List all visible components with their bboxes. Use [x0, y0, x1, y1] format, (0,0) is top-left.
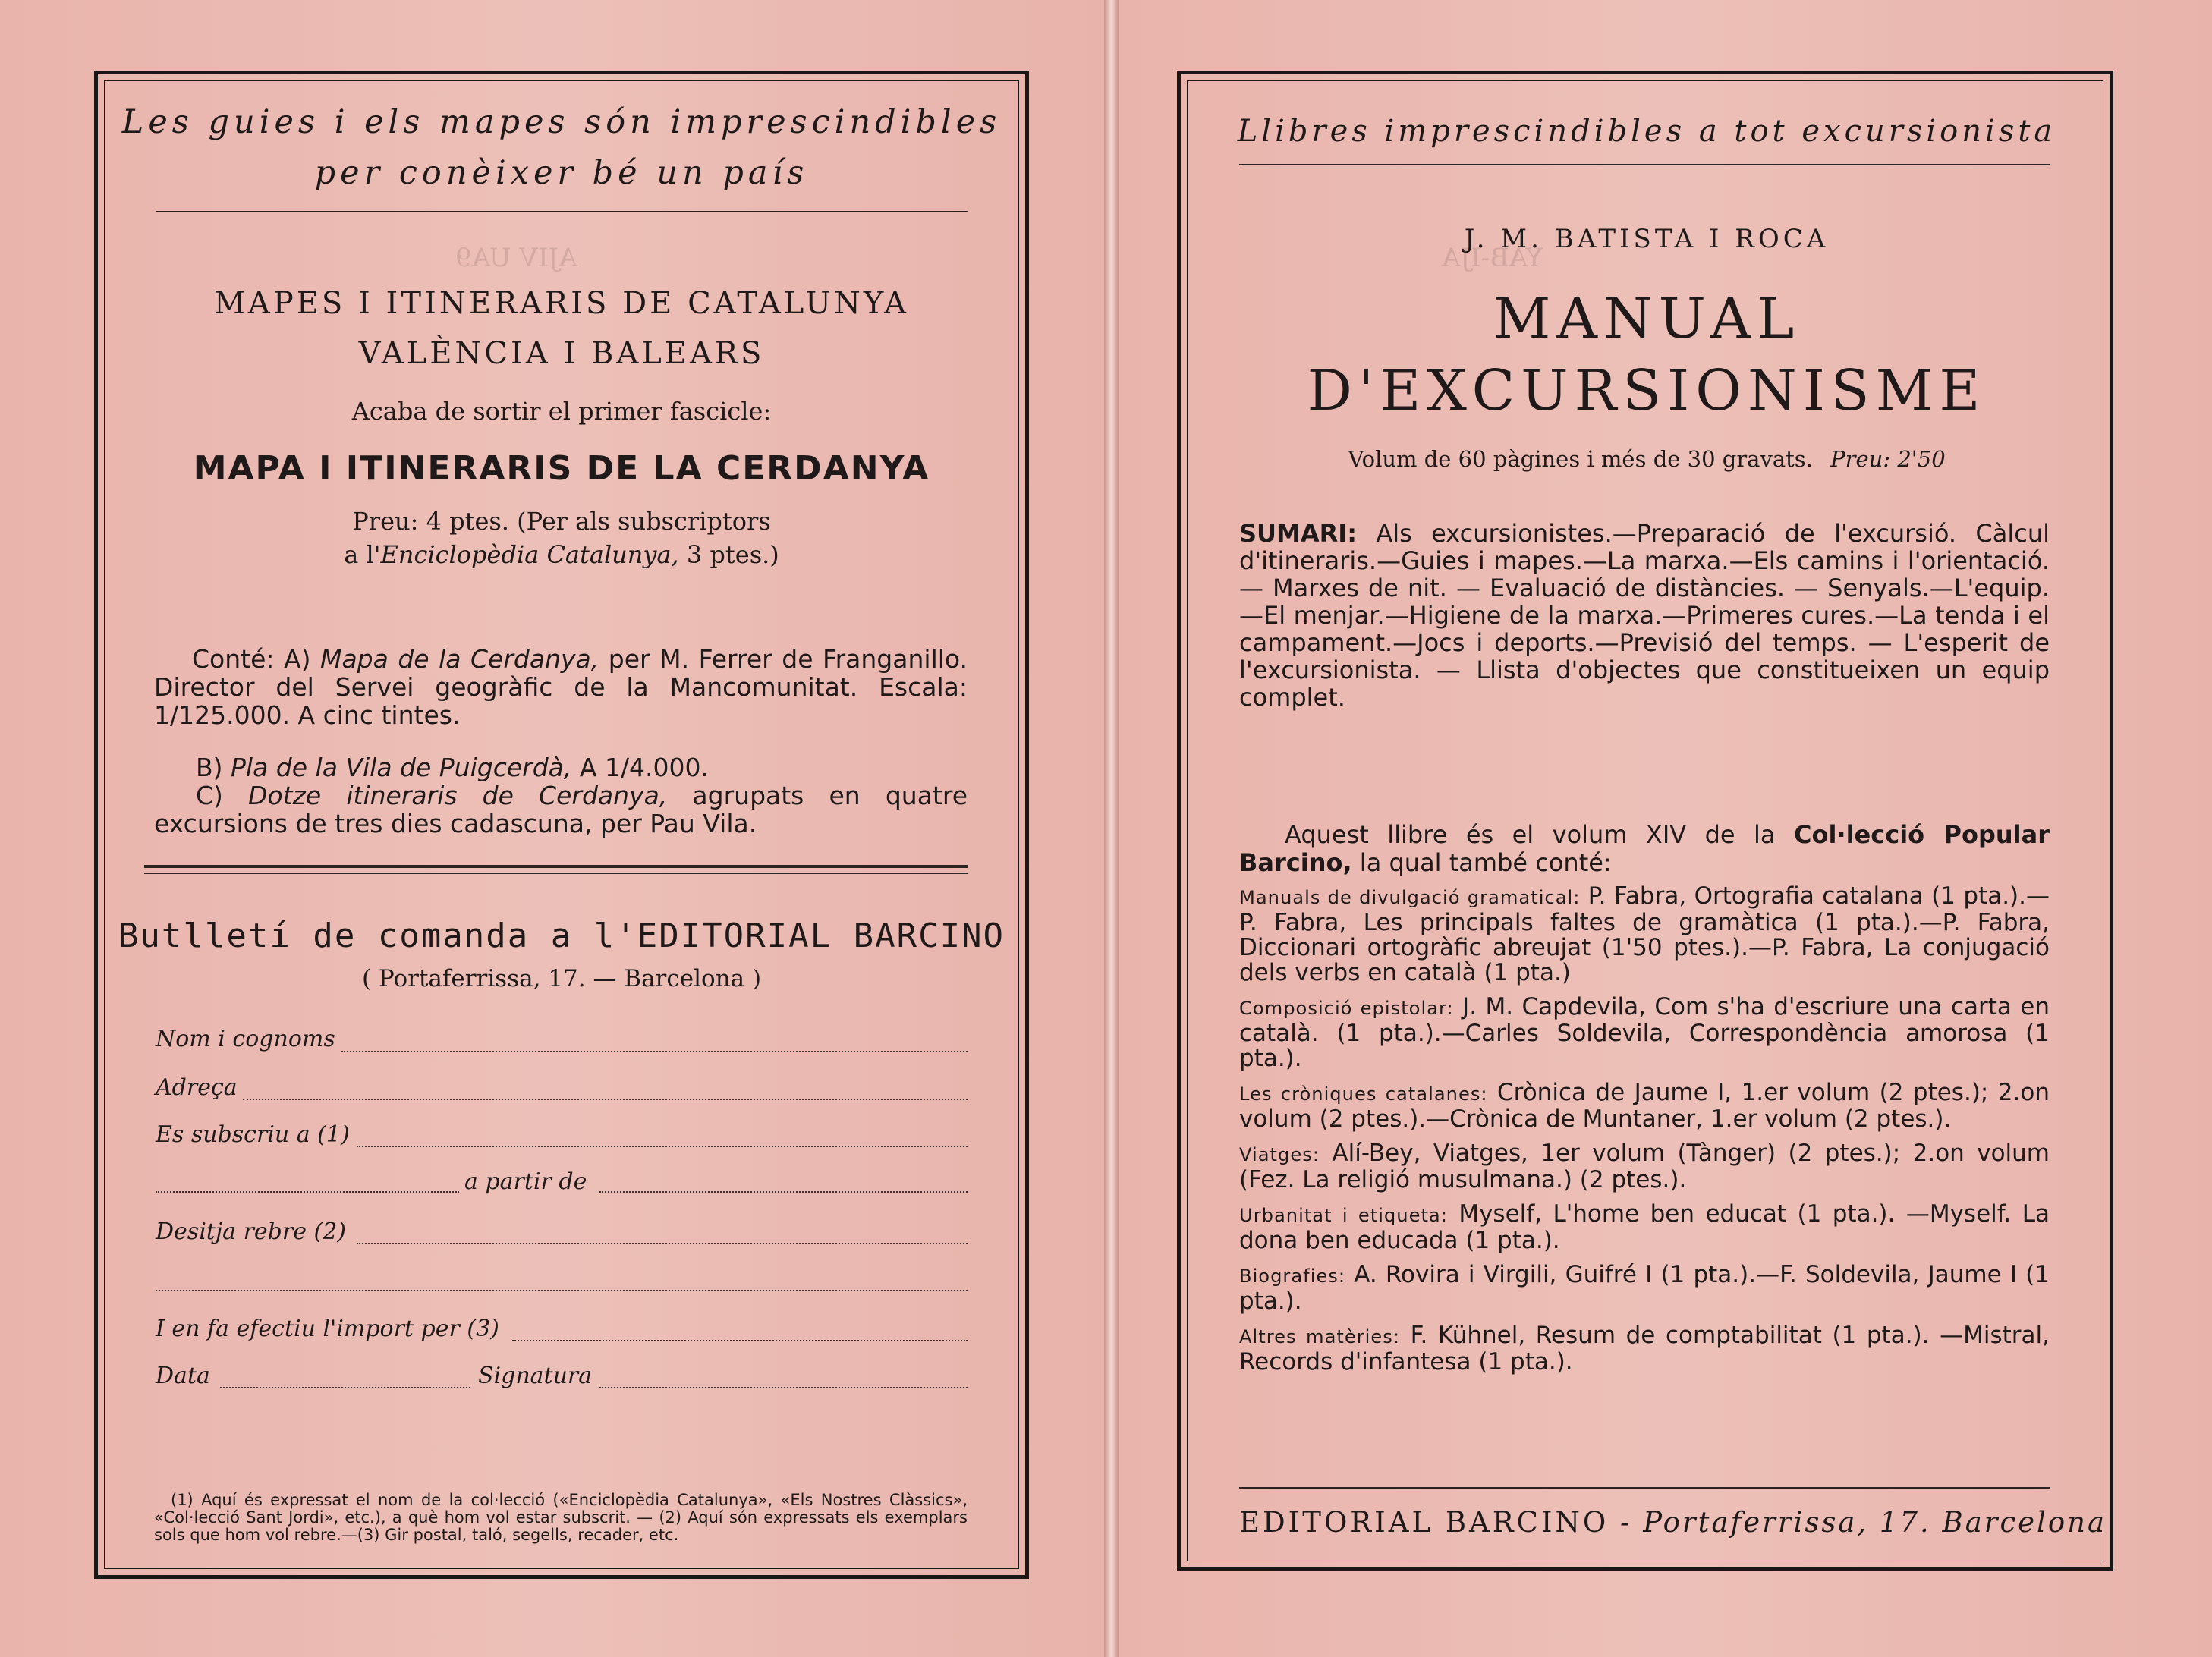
- copies-extra-field[interactable]: [156, 1290, 968, 1291]
- bleed-through-text: AJIV UA9: [455, 243, 577, 273]
- date-field[interactable]: [220, 1387, 470, 1388]
- copies-field-label: Desitja rebre (2): [156, 1218, 347, 1245]
- collection-entry-text: A. Rovira i Virgili, Guifré I (1 pta.).—F. Soldevila, Jaume I (1 pta.).: [1239, 1261, 2050, 1315]
- collection-entry-label: Urbanitat i etiqueta:: [1239, 1205, 1448, 1226]
- book-author: J. M. BATISTA I ROCA: [1464, 224, 1830, 254]
- address-field-label: Adreça: [156, 1074, 238, 1101]
- volume-info: Volum de 60 pàgines i més de 30 gravats. Preu: 2'50: [1348, 446, 1946, 472]
- subscription-field[interactable]: [357, 1146, 968, 1147]
- price-line2: a l'Enciclopèdia Catalunya, 3 ptes.): [344, 540, 779, 569]
- start-date-field-label: a partir de: [464, 1168, 587, 1195]
- collection-entry-text: Alí-Bey, Viatges, 1er volum (Tànger) (2 ptes.); 2.on volum (Fez. La religió musulmana.) (2 ptes.).: [1239, 1140, 2050, 1193]
- collection-entry-label: Altres matèries:: [1239, 1326, 1401, 1347]
- collection-entry-text: P. Fabra, Ortografia catalana (1 pta.).—P. Fabra, Les principals faltes de gramàtica (1 pta.).—P. Fabra, Diccionari ortogràfic abreujat (1'50 ptes.).—P. Fabra, La conjugació dels verbs en català (1 pta.): [1239, 882, 2050, 986]
- divider: [156, 211, 968, 212]
- collection-entry-label: Les cròniques catalanes:: [1239, 1083, 1488, 1105]
- start-date-field[interactable]: [599, 1191, 968, 1193]
- subscription-field-label: Es subscriu a (1): [156, 1121, 350, 1148]
- collection-entry-text: F. Kühnel, Resum de comptabilitat (1 pta.). —Mistral, Records d'infantesa (1 pta.).: [1239, 1322, 2050, 1376]
- collection-list: [1239, 884, 2050, 1384]
- collection-entry: [1239, 1323, 2050, 1375]
- collection-entry: [1239, 995, 2050, 1071]
- copies-field[interactable]: [357, 1243, 968, 1244]
- right-slogan: Llibres imprescindibles a tot excursionista: [1237, 114, 2056, 149]
- subscription-extra-field[interactable]: [156, 1191, 459, 1193]
- collection-intro: Aquest llibre és el volum XIV de la Col·lecció Popular Barcino, la qual també conté:: [1239, 820, 2050, 877]
- price-line1: Preu: 4 ptes. (Per als subscriptors: [352, 507, 771, 536]
- name-field-label: Nom i cognoms: [156, 1026, 335, 1052]
- contents-a: Conté: A) Mapa de la Cerdanya, per M. Ferrer de Franganillo. Director del Servei geogràfic de la Mancomunitat. Escala: 1/125.000. A cinc tintes.: [154, 644, 968, 730]
- payment-field[interactable]: [512, 1340, 968, 1341]
- bleed-through-text: YAB-IJA: [1442, 243, 1543, 273]
- contents-b: B) Pla de la Vila de Puigcerdà, A 1/4.000.: [196, 753, 710, 782]
- collection-entry: [1239, 1141, 2050, 1193]
- book-title-line1: MANUAL: [1493, 286, 1801, 351]
- address-field[interactable]: [243, 1099, 968, 1100]
- divider: [144, 873, 968, 874]
- series-title-line1: MAPES I ITINERARIS DE CATALUNYA: [213, 286, 910, 321]
- map-headline: MAPA I ITINERARIS DE LA CERDANYA: [193, 449, 930, 488]
- divider: [144, 865, 968, 868]
- series-title-line2: VALÈNCIA I BALEARS: [358, 336, 765, 371]
- left-slogan-line2: per conèixer bé un país: [314, 154, 809, 192]
- divider: [1239, 164, 2050, 165]
- order-form-address: ( Portaferrissa, 17. — Barcelona ): [361, 965, 762, 992]
- date-field-label: Data: [156, 1363, 210, 1389]
- collection-entry-text: J. M. Capdevila, Com s'ha d'escriure una carta en català. (1 pta.).—Carles Soldevila, Correspondència amorosa (1 pta.).: [1239, 993, 2050, 1072]
- book-summary: SUMARI: Als excursionistes.—Preparació de l'excursió. Càlcul d'itineraris.—Guies i mapes.—La marxa.—Els camins i l'orientació. — Marxes de nit. — Evaluació de distàncies. — Senyals.—L'equip.—El menjar.—Higiene de la marxa.—Primeres cures.—La tenda i el campament.—Jocs i deports.—Previsió del temps. — L'esperit de l'excursionista. — Llista d'objectes que constitueixen un equip complet.: [1239, 519, 2050, 712]
- collection-entry-text: Crònica de Jaume I, 1.er volum (2 ptes.); 2.on volum (2 ptes.).—Crònica de Muntaner, 1.er volum (2 ptes.).: [1239, 1079, 2050, 1133]
- signature-field-label: Signatura: [478, 1363, 593, 1389]
- book-title-line2: D'EXCURSIONISME: [1307, 358, 1987, 423]
- announce-text: Acaba de sortir el primer fascicle:: [351, 397, 772, 426]
- divider: [1239, 1487, 2050, 1489]
- collection-entry-label: Manuals de divulgació gramatical:: [1239, 887, 1581, 908]
- collection-entry-label: Composició epistolar:: [1239, 998, 1454, 1019]
- left-slogan-line1: Les guies i els mapes són imprescindibles: [121, 103, 1002, 141]
- signature-field[interactable]: [599, 1387, 968, 1388]
- collection-entry-text: Myself, L'home ben educat (1 pta.). —Myself. La dona ben educada (1 pta.).: [1239, 1200, 2050, 1254]
- contents-c: C) Dotze itineraris de Cerdanya, agrupats en quatre excursions de tres dies cadascuna, per Pau Vila.: [154, 781, 968, 838]
- collection-entry: [1239, 1080, 2050, 1132]
- book-gutter: [1104, 0, 1119, 1657]
- order-form-title: Butlletí de comanda a l'EDITORIAL BARCINO: [118, 917, 1005, 955]
- publisher-line: EDITORIAL BARCINO - Portaferrissa, 17. Barcelona: [1239, 1506, 2107, 1539]
- collection-entry-label: Viatges:: [1239, 1144, 1320, 1165]
- collection-entry-label: Biografies:: [1239, 1266, 1346, 1287]
- collection-entry: [1239, 884, 2050, 986]
- footnotes: (1) Aquí és expressat el nom de la col·lecció («Enciclopèdia Catalunya», «Els Nostres Clàssics», «Col·lecció Sant Jordi», etc.), a què hom vol estar subscrit. — (2) Aquí són expressats els exemplars sols que hom vol rebre.—(3) Gir postal, taló, segells, recader, etc.: [154, 1491, 968, 1544]
- collection-entry: [1239, 1202, 2050, 1253]
- collection-entry: [1239, 1262, 2050, 1314]
- payment-field-label: I en fa efectiu l'import per (3): [156, 1316, 499, 1342]
- name-field[interactable]: [341, 1051, 968, 1052]
